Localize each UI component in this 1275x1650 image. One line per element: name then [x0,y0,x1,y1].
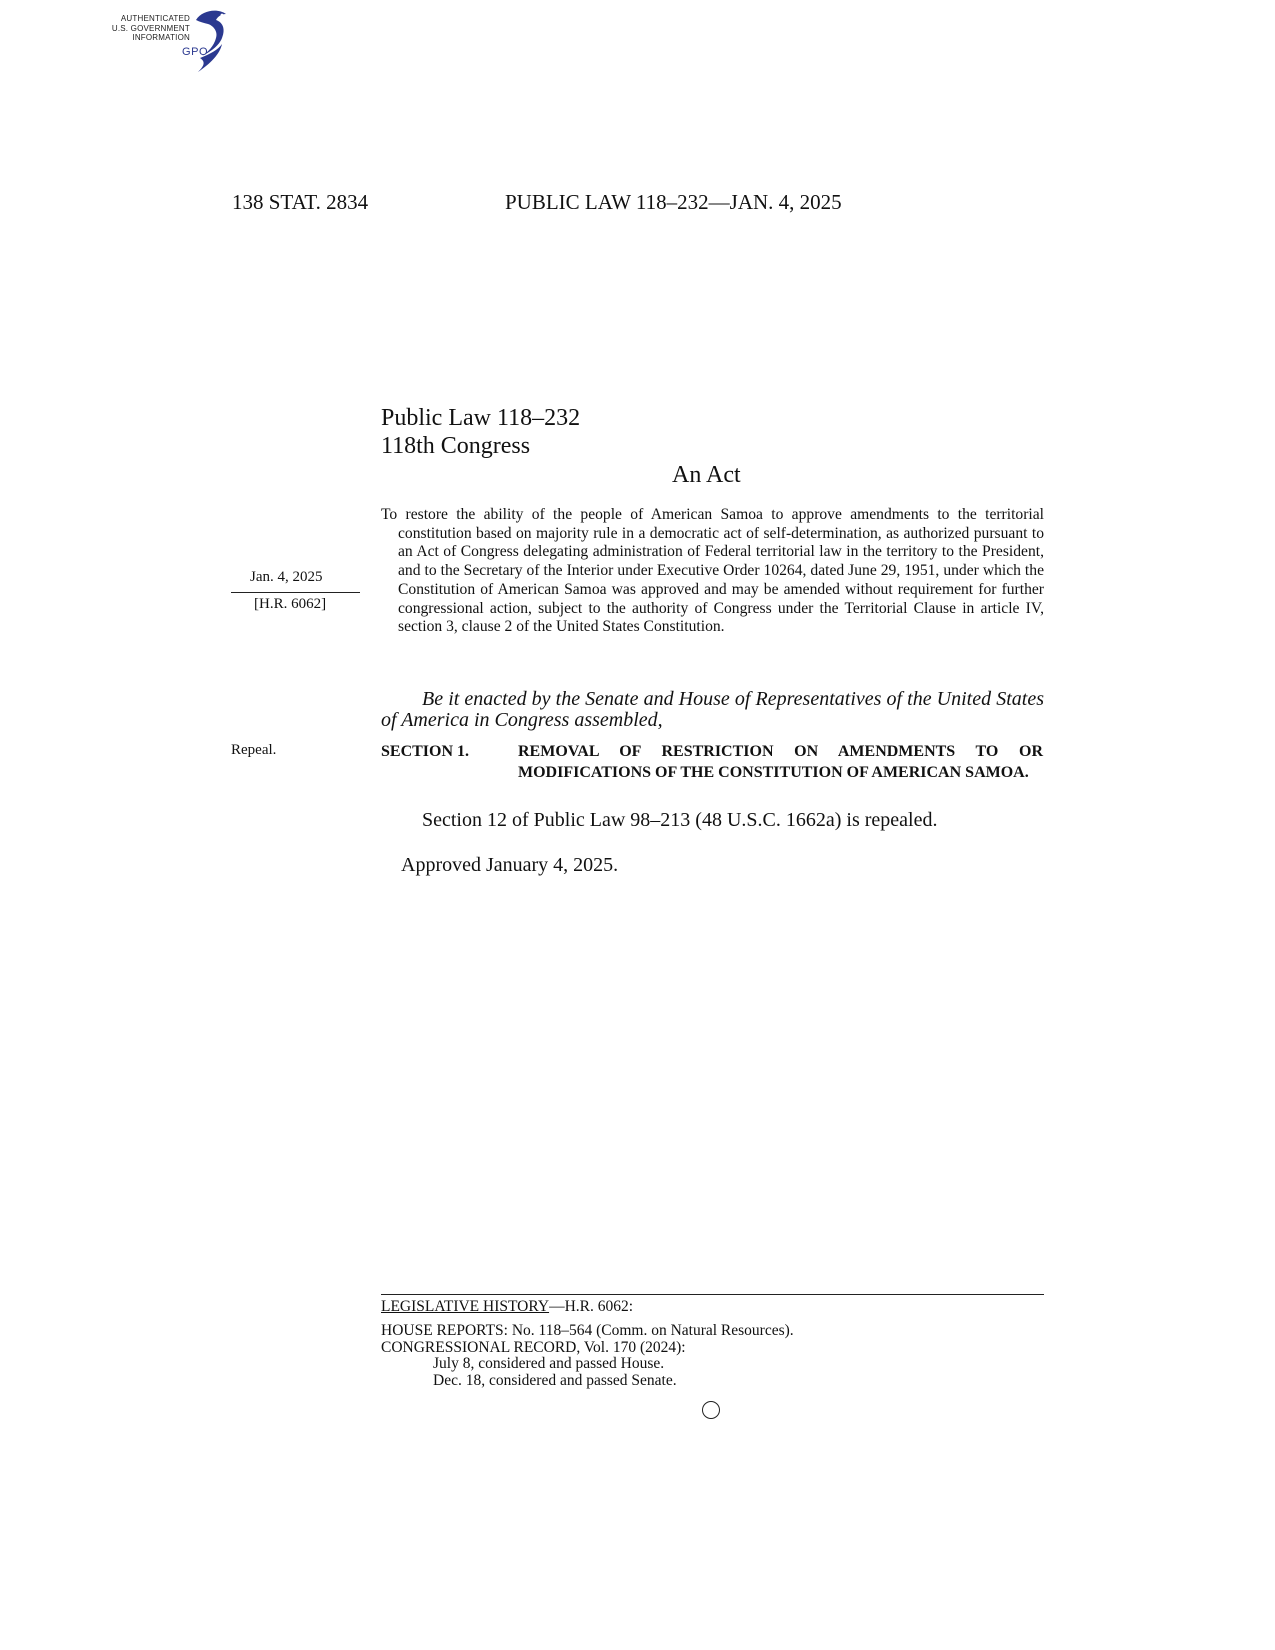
section-number: SECTION 1. [381,743,470,760]
legislative-history-list [381,1323,794,1389]
section-body: Section 12 of Public Law 98–213 (48 U.S.C. 1662a) is repealed. [422,809,938,831]
section-heading [381,742,1044,783]
seal-gpo-mark: GPO [182,46,208,58]
seal-line-1: AUTHENTICATED [120,14,190,23]
public-law-title: Public Law 118–232 [381,405,581,431]
section-title: REMOVAL OF RESTRICTION ON AMENDMENTS TO OR MODIFICATIONS OF THE CONSTITUTION OF AMERICAN SAMOA. [518,743,1043,781]
gpo-seal [92,8,232,76]
an-act-heading: An Act [672,462,741,488]
margin-repeal-note: Repeal. [231,742,277,758]
stat-page-number: 138 STAT. 2834 [232,190,369,214]
house-action-line: July 8, considered and passed House. [433,1355,665,1373]
seal-line-3: INFORMATION [132,33,190,42]
margin-bill-number: [H.R. 6062] [254,596,327,612]
approval-line: Approved January 4, 2025. [401,854,619,876]
congressional-record-line: CONGRESSIONAL RECORD, Vol. 170 (2024): [381,1338,686,1356]
purpose-paragraph: To restore the ability of the people of American Samoa to approve amendments to the territorial constitution based on majority rule in a democratic act of self-determination, as authorized pursuant to an Act of Congress delegating administration of Federal territorial law in the territory to the President, and to the Secretary of the Interior under Executive Order 10264, dated June 29, 1951, under which the Constitution of American Samoa was approved and may be amended without requirement for further congressional action, subject to the authority of Congress under the Territorial Clause in article IV, section 3, clause 2 of the United States Constitution. [381,506,1044,636]
running-header: PUBLIC LAW 118–232—JAN. 4, 2025 [505,190,842,214]
legislative-history-heading [381,1298,633,1316]
margin-date: Jan. 4, 2025 [250,569,323,585]
eagle-icon [192,8,232,74]
seal-text [92,14,190,43]
congress-number: 118th Congress [381,433,531,459]
legislative-history-label: LEGISLATIVE HISTORY [381,1298,550,1315]
legislative-history-bill: —H.R. 6062: [549,1298,634,1315]
margin-divider [231,592,360,593]
history-divider [381,1294,1044,1295]
end-circle-icon [702,1401,720,1419]
enacting-clause: Be it enacted by the Senate and House of Representatives of the United States of America in Congress assembled, [381,688,1044,731]
senate-action-line: Dec. 18, considered and passed Senate. [433,1371,677,1389]
seal-line-2: U.S. GOVERNMENT [111,23,190,33]
house-reports-line: HOUSE REPORTS: No. 118–564 (Comm. on Natural Resources). [381,1322,794,1339]
